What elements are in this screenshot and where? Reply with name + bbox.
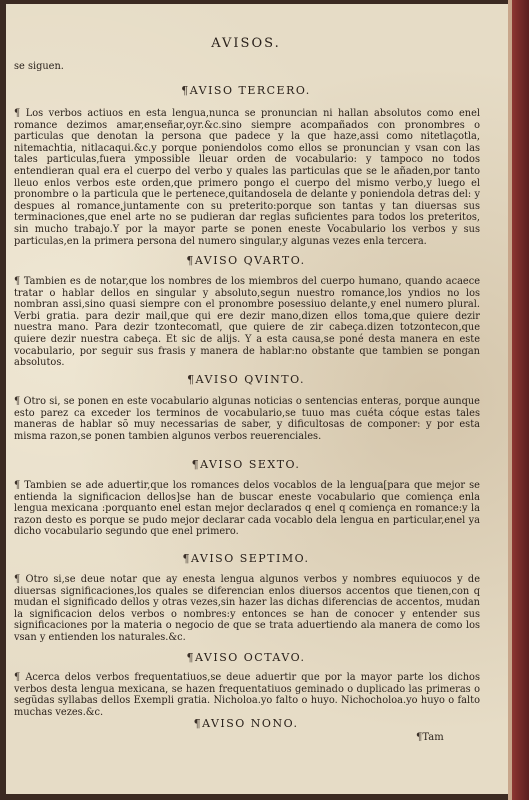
pilcrow-mark: ¶ [186, 254, 195, 267]
heading-text: AVISO OCTAVO. [195, 651, 306, 664]
section-heading [6, 84, 486, 97]
paragraph-text: Acerca delos verbos frequentatiuos,se deue aduertir que por la mayor parte los dichos verbos desta lengua mexicana, se hazen frequentatiuos geminado o duplicado las primeras o segũdas syllabas dellos Exempli gratia. Nicholoa.yo falto o huyo. Nichocholoa.yo huyo o falto muchas vezes.&c. [14, 672, 480, 718]
pilcrow-mark: ¶ [181, 84, 190, 97]
section-heading [6, 373, 486, 386]
pilcrow-mark: ¶ [14, 574, 21, 585]
book-edge [508, 0, 529, 800]
section-paragraph [14, 108, 480, 247]
section-paragraph [14, 672, 480, 718]
paragraph-text: Tambien se ade aduertir,que los romances delos vocablos de la lengua[para que mejor se entienda la significacion dellos]se han de buscar eneste vocabulario que comiença enla lengua mexicana :porquanto enel estan mejor declarados q enel q comiença en romance:y la razon desto es porque se pudo mejor declarar cada vocablo dela lengua en particular,enel ya dicho vocabulario segundo que enel primero. [14, 480, 480, 538]
heading-text: AVISO SEPTIMO. [190, 552, 310, 565]
pilcrow-mark: ¶ [187, 373, 196, 386]
intro-fragment: se siguen. [14, 61, 64, 72]
pilcrow-mark: ¶ [14, 276, 21, 287]
pilcrow-mark: ¶ [14, 480, 21, 491]
paragraph-text: Los verbos actiuos en esta lengua,nunca se pronuncian ni hallan absolutos como enel romance dezimos amar,enseñar,oyr.&c.sino siempre acompañados con pronombres o particulas que denotan la persona que padece y la que haze,assi como nitetlaçotla, nitemachtia, nitlacaqui.&c.y porque poniendolos como ellos se pronuncian y vsan con las tales particulas,fuera ympossible lleuar orden de vocabulario: y tampoco no todos entendieran qual era el cuerpo del verbo y quales las particulas que se le añaden,por tanto lleuo enlos verbos este orden,que primero pongo el cuerpo del mismo verbo,y luego el pronombre o la particula que le pertenece,quitandosela de delante y poniendola detras del: y despues al romance,juntamente con su preterito:porque son tantas y tan diuersas sus terminaciones,que enel arte no se pudieran dar reglas suficientes para todos los preteritos, sin mucho trabajo.Y por la mayor parte se ponen eneste Vocabulario los verbos y sus particulas,en la primera persona del numero singular,y algunas vezes enla tercera. [14, 108, 480, 247]
pilcrow-mark: ¶ [191, 458, 201, 471]
section-paragraph [14, 276, 480, 369]
pilcrow-mark: ¶ [14, 672, 21, 683]
book-page [6, 4, 508, 794]
pilcrow-mark: ¶ [416, 732, 423, 743]
running-head: AVISOS. [211, 36, 281, 51]
pilcrow-mark: ¶ [14, 108, 21, 119]
section-paragraph [14, 480, 480, 538]
heading-text: AVISO TERCERO. [189, 84, 311, 97]
section-heading [6, 254, 486, 267]
paragraph-text: Otro si,se deue notar que ay enesta lengua algunos verbos y nombres equiuocos y de diuersas significaciones,los quales se diferencian enlos diuersos accentos que tienen,con q mudan el significado dellos y otras vezes,sin hazer las dichas diferencias de accentos, mudan la significacion delos verbos o nombres:y entonces se han de conocer y entender sus significaciones por la materia o negocio de que se trata aduertiendo ala manera de como los vsan y entienden los naturales.&c. [14, 574, 480, 643]
section-paragraph [14, 396, 480, 442]
heading-text: AVISO QVARTO. [194, 254, 306, 267]
section-paragraph [14, 574, 480, 644]
catchword [416, 732, 444, 743]
pilcrow-mark: ¶ [193, 717, 203, 730]
section-heading [6, 717, 486, 730]
paragraph-text: Tambien es de notar,que los nombres de los miembros del cuerpo humano, quando acaece tratar o hablar dellos en singular y absoluto,segun nuestro romance,los yndios no los nombran assi,sino quasi siempre con el pronombre posessiuo delante,y enel numero plural. Verbi gratia. para dezir mail,que qui ere dezir mano,dizen ellos toma,que quiere dezir nuestra mano. Para dezir tzontecomatl, que quiere de zir cabeça.dizen totzontecon,que quiere dezir nuestra cabeça. Et sic de alijs. Y a esta causa,se poné desta manera en este vocabulario, por seguir sus frasis y manera de hablar:no obstante que tambien se pongan absolutos. [14, 276, 480, 369]
heading-text: AVISO QVINTO. [195, 373, 305, 386]
section-heading [6, 552, 486, 565]
pilcrow-mark: ¶ [182, 552, 191, 565]
paragraph-text: Otro si, se ponen en este vocabulario algunas noticias o sentencias enteras, porque aunque esto parez ca exceder los terminos de vocabulario,se tuuo mas cuéta cóque estas tales maneras de hablar sõ muy necessarias de saber, y dificultosas de componer: y por esta misma razon,se ponen tambien algunos verbos reuerenciales. [14, 396, 480, 442]
section-heading [6, 651, 486, 664]
heading-text: AVISO NONO. [202, 717, 299, 730]
pilcrow-mark: ¶ [14, 396, 21, 407]
catchword-text: Tam [422, 732, 444, 743]
heading-text: AVISO SEXTO. [200, 458, 301, 471]
section-heading [6, 458, 486, 471]
pilcrow-mark: ¶ [186, 651, 196, 664]
